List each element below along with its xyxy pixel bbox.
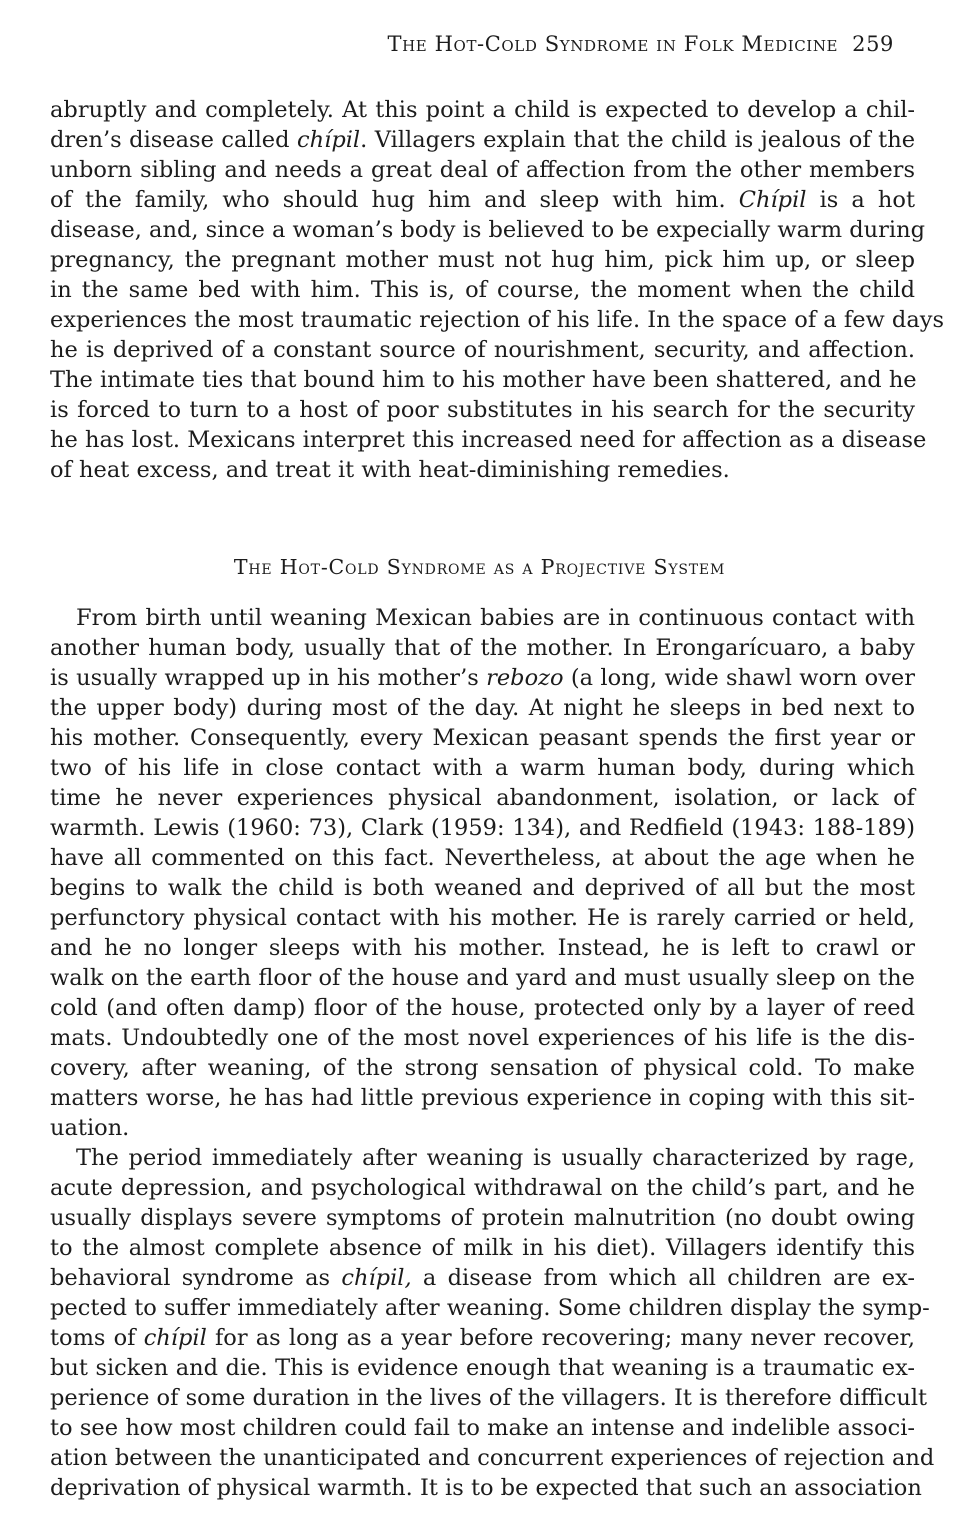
text-line: dren’s disease called chípil. Villagers explain that the child is jealous of the xyxy=(50,127,916,153)
text-line: the upper body) during most of the day. At night he sleeps in bed next to xyxy=(50,695,915,721)
text-line: in the same bed with him. This is, of course, the moment when the child xyxy=(50,277,915,303)
paragraph-3 xyxy=(50,1143,935,1503)
text-line: to the almost complete absence of milk in his diet). Villagers identify this xyxy=(50,1235,915,1261)
text-line: matters worse, he has had little previous experience in coping with this sit- xyxy=(50,1085,915,1111)
text-line: perfunctory physical contact with his mother. He is rarely carried or held, xyxy=(50,905,915,931)
text-line: of heat excess, and treat it with heat-diminishing remedies. xyxy=(50,457,730,483)
text-line: begins to walk the child is both weaned and deprived of all but the most xyxy=(50,875,915,901)
text-line: ation between the unanticipated and concurrent experiences of rejection and xyxy=(50,1445,935,1471)
text-line: time he never experiences physical abandonment, isolation, or lack of xyxy=(50,785,915,811)
text-line: behavioral syndrome as chípil, a disease from which all children are ex- xyxy=(50,1265,916,1291)
italic-term: chípil xyxy=(297,127,361,153)
text-line: toms of chípil for as long as a year before recovering; many never recover, xyxy=(50,1325,915,1351)
running-head xyxy=(200,32,894,56)
italic-term: chípil xyxy=(143,1325,207,1351)
text-line: covery, after weaning, of the strong sensation of physical cold. To make xyxy=(50,1055,915,1081)
text-line: disease, and, since a woman’s body is believed to be expecially warm during xyxy=(50,217,925,243)
text-line: but sicken and die. This is evidence enough that weaning is a traumatic ex- xyxy=(50,1355,915,1381)
text-line: unborn sibling and needs a great deal of affection from the other members xyxy=(50,157,915,183)
text-line: uation. xyxy=(50,1115,130,1141)
text-line: to see how most children could fail to make an intense and indelible associ- xyxy=(50,1415,915,1441)
running-head-title: The Hot-Cold Syndrome in Folk Medicine xyxy=(387,32,839,56)
text-line: cold (and often damp) floor of the house, protected only by a layer of reed xyxy=(50,995,915,1021)
page-number: 259 xyxy=(852,32,894,56)
text-line: acute depression, and psychological withdrawal on the child’s part, and he xyxy=(50,1175,915,1201)
text-line: The intimate ties that bound him to his mother have been shattered, and he xyxy=(50,367,917,393)
paragraph-1 xyxy=(50,95,944,485)
text-line: pected to suffer immediately after weaning. Some children display the symp- xyxy=(50,1295,930,1321)
text-line: pregnancy, the pregnant mother must not hug him, pick him up, or sleep xyxy=(50,247,915,273)
text-line: two of his life in close contact with a warm human body, during which xyxy=(50,755,915,781)
text-line: abruptly and completely. At this point a child is expected to develop a chil- xyxy=(50,97,915,123)
text-line: he has lost. Mexicans interpret this increased need for affection as a disease xyxy=(50,427,927,453)
text-line: warmth. Lewis (1960: 73), Clark (1959: 134), and Redfield (1943: 188-189) xyxy=(50,815,915,841)
italic-term: Chípil xyxy=(738,187,807,213)
text-line: walk on the earth floor of the house and yard and must usually sleep on the xyxy=(50,965,915,991)
text-line: his mother. Consequently, every Mexican peasant spends the first year or xyxy=(50,725,915,751)
text-line: From birth until weaning Mexican babies are in continuous contact with xyxy=(76,605,915,631)
text-line: he is deprived of a constant source of nourishment, security, and affection. xyxy=(50,337,915,363)
text-line: is forced to turn to a host of poor substitutes in his search for the security xyxy=(50,397,915,423)
text-line: perience of some duration in the lives of the villagers. It is therefore difficult xyxy=(50,1385,928,1411)
text-line: of the family, who should hug him and sleep with him. Chípil is a hot xyxy=(50,187,915,213)
text-line: is usually wrapped up in his mother’s rebozo (a long, wide shawl worn over xyxy=(50,665,915,691)
text-line: experiences the most traumatic rejection of his life. In the space of a few days xyxy=(50,307,944,333)
italic-term: rebozo xyxy=(486,665,564,691)
text-line: and he no longer sleeps with his mother. Instead, he is left to crawl or xyxy=(50,935,915,961)
text-line: have all commented on this fact. Nevertheless, at about the age when he xyxy=(50,845,915,871)
text-line: deprivation of physical warmth. It is to be expected that such an association xyxy=(50,1475,922,1501)
italic-term: chípil, xyxy=(341,1265,412,1291)
text-line: mats. Undoubtedly one of the most novel experiences of his life is the dis- xyxy=(50,1025,915,1051)
section-heading: The Hot-Cold Syndrome as a Projective System xyxy=(233,555,726,579)
text-line: usually displays severe symptoms of protein malnutrition (no doubt owing xyxy=(50,1205,915,1231)
text-line: The period immediately after weaning is usually characterized by rage, xyxy=(76,1145,915,1171)
paragraph-2 xyxy=(50,603,915,1143)
text-line: another human body, usually that of the mother. In Erongarícuaro, a baby xyxy=(50,635,915,661)
